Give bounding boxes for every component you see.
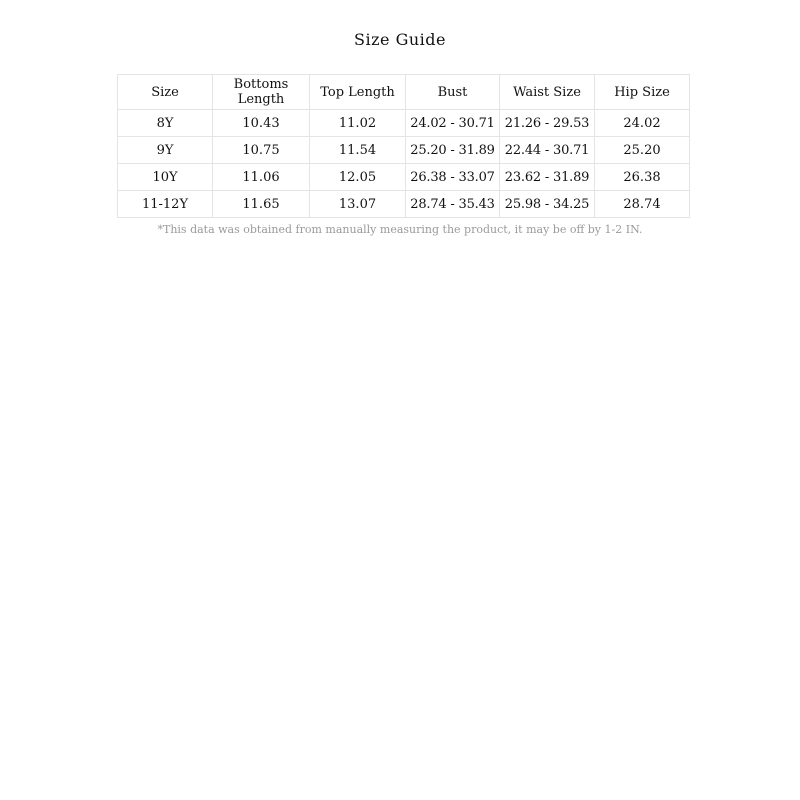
cell-bottoms-length: 11.06	[213, 164, 310, 191]
measurement-note: *This data was obtained from manually measuring the product, it may be off by 1-2 IN.	[157, 223, 643, 236]
cell-waist-size: 23.62 - 31.89	[500, 164, 595, 191]
cell-bust: 26.38 - 33.07	[406, 164, 500, 191]
cell-size: 10Y	[118, 164, 213, 191]
cell-bust: 25.20 - 31.89	[406, 137, 500, 164]
cell-bottoms-length: 10.75	[213, 137, 310, 164]
cell-hip-size: 24.02	[595, 110, 690, 137]
table-row	[118, 164, 690, 191]
header-hip-size: Hip Size	[595, 75, 690, 110]
cell-hip-size: 25.20	[595, 137, 690, 164]
cell-hip-size: 26.38	[595, 164, 690, 191]
cell-top-length: 11.02	[310, 110, 406, 137]
header-top-length: Top Length	[310, 75, 406, 110]
table-header-row	[118, 75, 690, 110]
cell-hip-size: 28.74	[595, 191, 690, 218]
cell-top-length: 12.05	[310, 164, 406, 191]
table-row	[118, 110, 690, 137]
cell-bottoms-length: 10.43	[213, 110, 310, 137]
cell-top-length: 13.07	[310, 191, 406, 218]
header-waist-size: Waist Size	[500, 75, 595, 110]
header-bottoms-length: Bottoms Length	[213, 75, 310, 110]
cell-size: 11-12Y	[118, 191, 213, 218]
size-table	[117, 74, 690, 218]
header-size: Size	[118, 75, 213, 110]
page-title: Size Guide	[354, 30, 446, 49]
cell-bottoms-length: 11.65	[213, 191, 310, 218]
cell-bust: 28.74 - 35.43	[406, 191, 500, 218]
table-row	[118, 191, 690, 218]
cell-waist-size: 21.26 - 29.53	[500, 110, 595, 137]
cell-bust: 24.02 - 30.71	[406, 110, 500, 137]
cell-waist-size: 22.44 - 30.71	[500, 137, 595, 164]
cell-size: 9Y	[118, 137, 213, 164]
cell-size: 8Y	[118, 110, 213, 137]
table-row	[118, 137, 690, 164]
header-bust: Bust	[406, 75, 500, 110]
cell-top-length: 11.54	[310, 137, 406, 164]
cell-waist-size: 25.98 - 34.25	[500, 191, 595, 218]
